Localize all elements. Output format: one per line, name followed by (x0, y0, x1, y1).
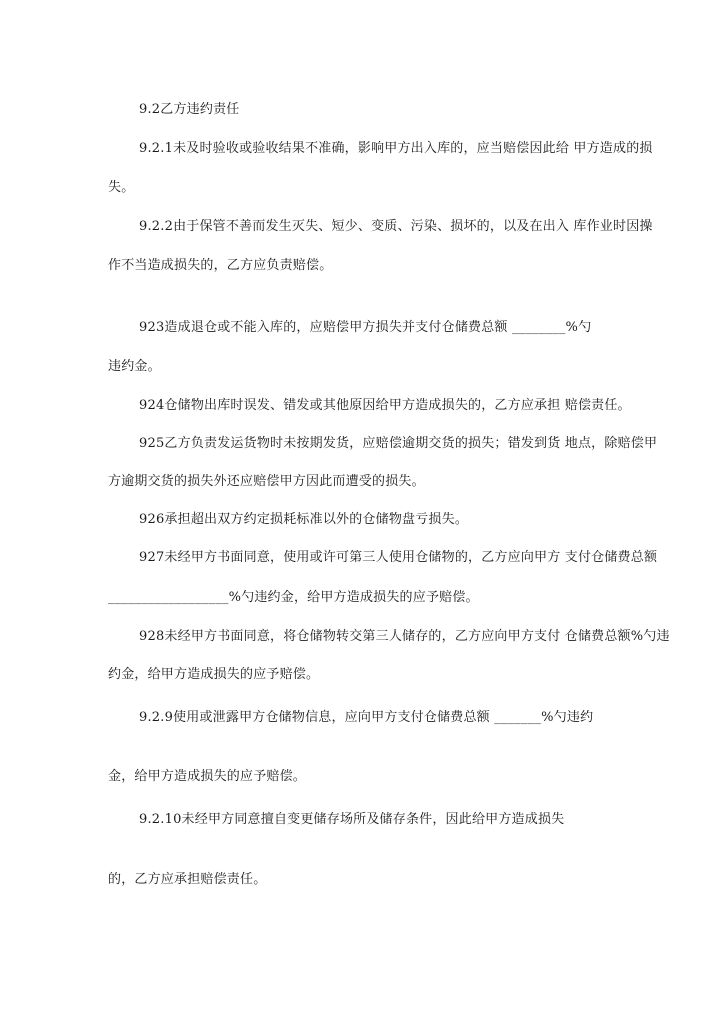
clause-928-line-1: 928未经甲方书面同意，将仓储物转交第三人储存的，乙方应向甲方支付 仓储费总额%勺违 (139, 629, 670, 644)
clause-9-2-1-line-2: 失。 (108, 180, 135, 195)
clause-927-line-2: __________________%勺违约金，给甲方造成损失的应予赔偿。 (108, 590, 479, 605)
clause-925-line-1: 925乙方负责发运货物时未按期发货，应赔偿逾期交货的损失；错发到货 地点，除赔偿甲 (139, 436, 658, 451)
clause-9-2-1-line-1: 9.2.1未及时验收或验收结果不准确，影响甲方出入库的，应当赔偿因此给 甲方造成的损 (139, 141, 653, 156)
clause-927-line-1: 927未经甲方书面同意，使用或许可第三人使用仓储物的，乙方应向甲方 支付仓储费总额 (139, 550, 658, 565)
clause-928-line-2: 约金，给甲方造成损失的应予赔偿。 (108, 667, 320, 682)
clause-9-2-9-line-2: 金，给甲方造成损失的应予赔偿。 (108, 769, 307, 784)
clause-9-2-2-line-1: 9.2.2由于保管不善而发生灭失、短少、变质、污染、损坏的，以及在出入 库作业时因操 (139, 219, 653, 234)
clause-926: 926承担超出双方约定损耗标准以外的仓储物盘亏损失。 (139, 512, 469, 527)
clause-923-line-2: 违约金。 (108, 359, 161, 374)
clause-924: 924仓储物出库时误发、错发或其他原因给甲方造成损失的，乙方应承担 赔偿责任。 (139, 398, 631, 413)
section-heading: 9.2乙方违约责任 (139, 102, 240, 117)
clause-9-2-2-line-2: 作不当造成损失的，乙方应负责赔偿。 (108, 258, 333, 273)
clause-925-line-2: 方逾期交货的损失外还应赔偿甲方因此而遭受的损失。 (108, 474, 425, 489)
clause-923-line-1: 923造成退仓或不能入库的，应赔偿甲方损失并支付仓储费总额 ________%勺 (139, 320, 592, 335)
clause-9-2-10-line-2: 的，乙方应承担赔偿责任。 (108, 872, 267, 887)
clause-9-2-9-line-1: 9.2.9使用或泄露甲方仓储物信息，应向甲方支付仓储费总额 _______%勺违约 (139, 710, 594, 725)
clause-9-2-10-line-1: 9.2.10未经甲方同意擅自变更储存场所及储存条件，因此给甲方造成损失 (139, 812, 565, 827)
